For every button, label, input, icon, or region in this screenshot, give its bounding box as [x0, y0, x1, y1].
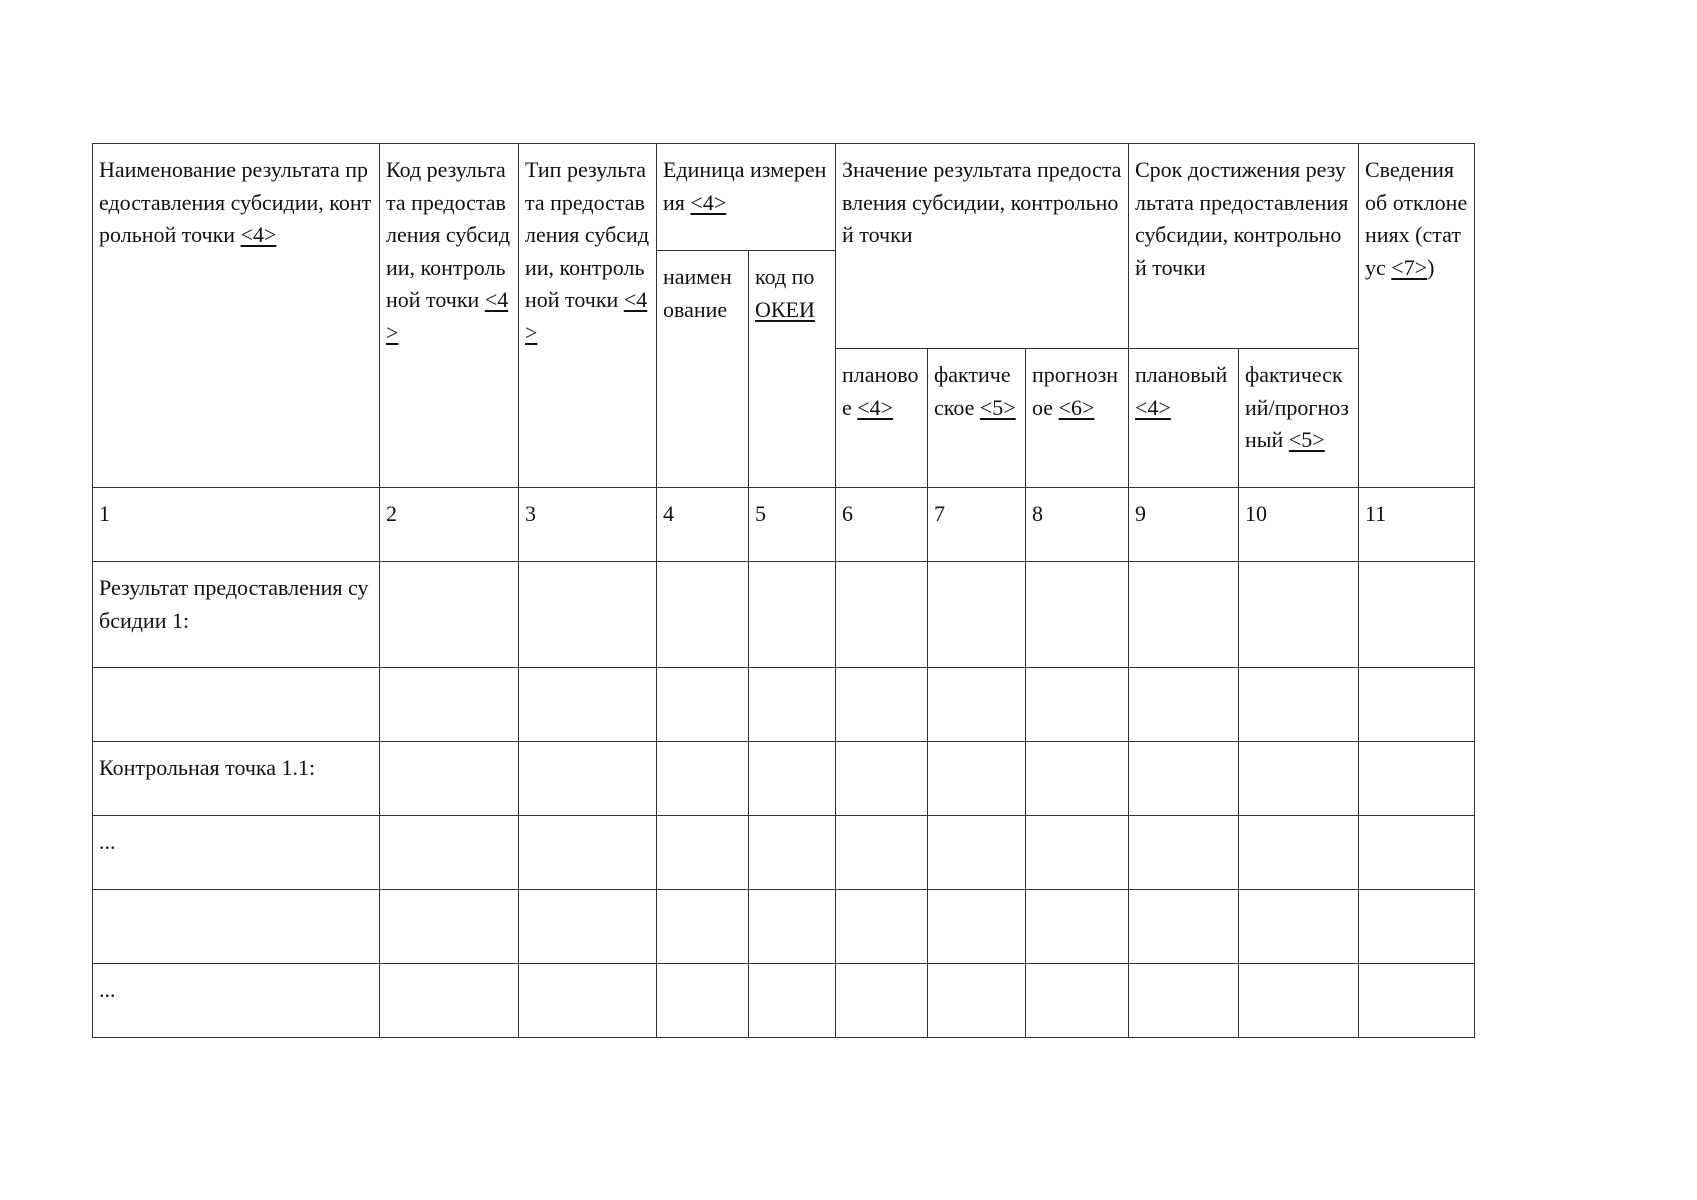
table-cell [1026, 562, 1129, 668]
table-cell [380, 890, 519, 964]
row-label-cell [93, 890, 380, 964]
table-cell [1239, 668, 1359, 742]
row-label-cell: ... [93, 816, 380, 890]
row-label-cell: ... [93, 964, 380, 1038]
header-deadline-actual-cell [1239, 349, 1359, 488]
footnote-link-5[interactable]: <5> [979, 394, 1016, 420]
footnote-link-4[interactable]: <4> [857, 394, 894, 420]
table-cell [1359, 890, 1475, 964]
header-deadline-planned-cell [1129, 349, 1239, 488]
header-type-cell [519, 144, 657, 488]
table-cell [749, 668, 836, 742]
table-cell [519, 890, 657, 964]
table-cell [1129, 742, 1239, 816]
header-row-1 [93, 144, 1475, 251]
table-cell [1026, 890, 1129, 964]
column-number: 10 [1239, 488, 1359, 562]
header-value-forecast-text: прогнозное [1032, 362, 1119, 420]
header-deviation-suffix: ) [1427, 254, 1435, 280]
table-cell [380, 964, 519, 1038]
table-cell [1026, 964, 1129, 1038]
table-cell [657, 562, 749, 668]
table-cell [657, 964, 749, 1038]
table-cell [1359, 742, 1475, 816]
table-cell [657, 816, 749, 890]
table-cell [749, 816, 836, 890]
footnote-link-4[interactable]: <4> [240, 222, 277, 247]
table-cell [380, 816, 519, 890]
column-number: 1 [93, 488, 380, 562]
row-label-cell [93, 668, 380, 742]
table-cell [836, 964, 928, 1038]
column-number: 5 [749, 488, 836, 562]
table-row [93, 562, 1475, 668]
table-row [93, 816, 1475, 890]
column-number: 4 [657, 488, 749, 562]
table-cell [519, 668, 657, 742]
header-deadline-text: Срок достижения результата предоставления субсидии, контрольной точки [1135, 157, 1349, 280]
table-cell [928, 964, 1026, 1038]
table-cell [1129, 890, 1239, 964]
header-value-actual-text: фактическое [934, 362, 1011, 420]
header-name-text: Наименование результата предоставления субсидии, контрольной точки [99, 157, 372, 247]
header-deadline-cell [1129, 144, 1359, 349]
table-cell [1129, 562, 1239, 668]
header-unit-name-text: наименование [663, 264, 732, 322]
header-deadline-actual-text: фактический/прогнозный [1245, 362, 1349, 452]
table-cell [1239, 562, 1359, 668]
footnote-link-4[interactable]: <4> [1135, 394, 1171, 420]
header-value-text: Значение результата предоставления субсидии, контрольной точки [842, 157, 1122, 247]
header-unit-cell [657, 144, 836, 251]
table-cell [836, 742, 928, 816]
table-cell [749, 964, 836, 1038]
table-cell [749, 562, 836, 668]
table-cell [1026, 816, 1129, 890]
table-cell [1239, 742, 1359, 816]
header-unit-okei-cell [749, 251, 836, 488]
header-type-text: Тип результата предоставления субсидии, контрольной точки [525, 157, 650, 312]
column-number: 7 [928, 488, 1026, 562]
header-unit-okei-text: код по [755, 264, 815, 289]
table-cell [1129, 668, 1239, 742]
report-form [92, 143, 1475, 1038]
table-cell [1026, 668, 1129, 742]
footnote-link-6[interactable]: <6> [1058, 394, 1095, 420]
header-deviation-text: Сведения об отклонениях (статус [1365, 157, 1468, 280]
table-cell [1026, 742, 1129, 816]
row-label-cell: Контрольная точка 1.1: [93, 742, 380, 816]
table-row [93, 742, 1475, 816]
data-rows [93, 562, 1475, 1038]
table-cell [380, 668, 519, 742]
table-cell [1239, 964, 1359, 1038]
table-cell [1239, 816, 1359, 890]
column-number: 8 [1026, 488, 1129, 562]
table-cell [749, 742, 836, 816]
table-cell [1239, 890, 1359, 964]
header-value-cell [836, 144, 1129, 349]
column-number: 11 [1359, 488, 1475, 562]
header-code-cell [380, 144, 519, 488]
table-cell [519, 562, 657, 668]
table-cell [928, 890, 1026, 964]
table-cell [380, 742, 519, 816]
table-cell [519, 742, 657, 816]
column-number: 3 [519, 488, 657, 562]
table-cell [928, 742, 1026, 816]
column-number: 9 [1129, 488, 1239, 562]
table-cell [657, 668, 749, 742]
footnote-link-4[interactable]: <4> [525, 287, 648, 345]
footnote-link-7[interactable]: <7> [1391, 254, 1428, 280]
table-cell [1359, 668, 1475, 742]
table-cell [1129, 816, 1239, 890]
header-value-planned-cell [836, 349, 928, 488]
table-cell [928, 816, 1026, 890]
header-deadline-planned-text: плановый [1135, 362, 1228, 387]
okei-link[interactable]: ОКЕИ [755, 296, 815, 322]
table-row [93, 890, 1475, 964]
table-cell [657, 742, 749, 816]
footnote-link-4[interactable]: <4> [386, 287, 509, 345]
footnote-link-4[interactable]: <4> [690, 189, 727, 215]
table-row [93, 964, 1475, 1038]
header-value-forecast-cell [1026, 349, 1129, 488]
table-cell [519, 964, 657, 1038]
table-cell [928, 562, 1026, 668]
header-value-actual-cell [928, 349, 1026, 488]
table-cell [380, 562, 519, 668]
table-cell [749, 890, 836, 964]
header-unit-text: Единица измерения [663, 157, 827, 215]
table-row [93, 668, 1475, 742]
table-cell [657, 890, 749, 964]
table-cell [836, 562, 928, 668]
footnote-link-5[interactable]: <5> [1288, 427, 1325, 452]
table-cell [836, 890, 928, 964]
subsidy-results-table [92, 143, 1475, 1038]
header-code-text: Код результата предоставления субсидии, контрольной точки [386, 157, 511, 312]
column-number: 6 [836, 488, 928, 562]
column-number: 2 [380, 488, 519, 562]
table-cell [1359, 562, 1475, 668]
header-deviation-cell [1359, 144, 1475, 488]
header-value-planned-text: плановое [842, 362, 919, 420]
table-cell [1129, 964, 1239, 1038]
table-cell [836, 668, 928, 742]
header-name-cell [93, 144, 380, 488]
column-number-row [93, 488, 1475, 562]
table-cell [928, 668, 1026, 742]
table-cell [1359, 816, 1475, 890]
row-label-cell: Результат предоставления субсидии 1: [93, 562, 380, 668]
table-cell [519, 816, 657, 890]
table-cell [836, 816, 928, 890]
header-unit-name-cell [657, 251, 749, 488]
table-cell [1359, 964, 1475, 1038]
